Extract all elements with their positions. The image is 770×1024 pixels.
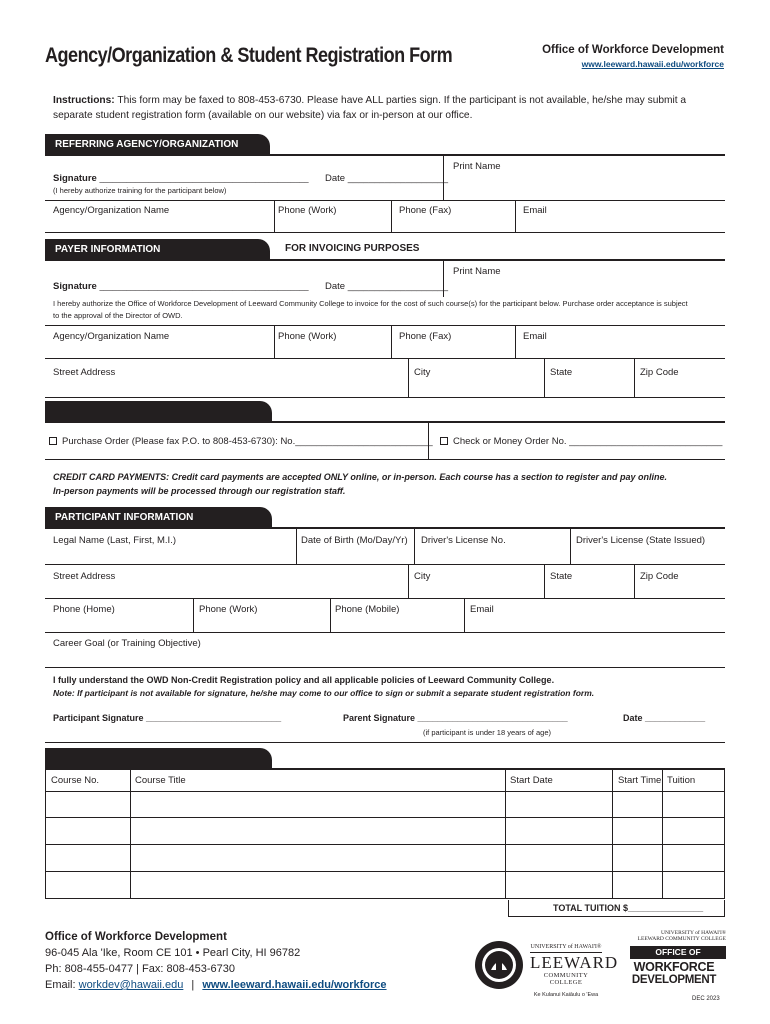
state-field[interactable]: State — [550, 571, 573, 582]
col-course-title: Course Title — [135, 775, 186, 786]
zip-field[interactable]: Zip Code — [640, 367, 679, 378]
street-field[interactable]: Street Address — [53, 571, 116, 582]
phone-fax-field[interactable]: Phone (Fax) — [399, 331, 452, 342]
col-course-no: Course No. — [51, 775, 100, 786]
under-18-note: (if participant is under 18 years of age) — [423, 728, 551, 737]
cc-wordmark: COMMUNITY COLLEGE — [543, 972, 589, 986]
street-field[interactable]: Street Address — [53, 367, 116, 378]
signature-field[interactable]: Signature _______________________________________________ — [53, 173, 309, 184]
phone-work-field[interactable]: Phone (Work) — [278, 331, 337, 342]
motto: Ke Kulanui Kaiāulu o 'Ewa — [533, 992, 599, 998]
print-name-field[interactable]: Print Name — [453, 161, 501, 172]
referring-section — [45, 155, 725, 233]
state-field[interactable]: State — [550, 367, 573, 378]
owd-logo — [622, 930, 726, 987]
instructions — [53, 93, 723, 123]
email-field[interactable]: Email — [523, 331, 547, 342]
workforce-wordmark: WORKFORCE — [633, 960, 715, 974]
instructions-label: Instructions: — [53, 95, 115, 106]
footer-email-line: Email: workdev@hawaii.edu | www.leeward.hawaii.edu/workforce — [45, 979, 387, 991]
check-money-order-option[interactable]: Check or Money Order No. _____________________________ — [440, 436, 722, 447]
date-field[interactable]: Date ___________________ — [325, 281, 449, 292]
footer-address: 96-045 Ala 'Ike, Room CE 101 • Pearl City, HI 96782 — [45, 947, 301, 959]
signature-field[interactable]: Signature _______________________________________________ — [53, 281, 309, 292]
phone-work-field[interactable]: Phone (Work) — [278, 205, 337, 216]
col-start-date: Start Date — [510, 775, 553, 786]
date-field[interactable]: Date ___________________ — [325, 173, 449, 184]
email-field[interactable]: Email — [523, 205, 547, 216]
org-name-field[interactable]: Agency/Organization Name — [53, 331, 170, 342]
authorize-note: (I hereby authorize training for the participant below) — [53, 186, 227, 195]
phone-work-field[interactable]: Phone (Work) — [199, 604, 258, 615]
website-link[interactable]: www.leeward.hawaii.edu/workforce — [202, 979, 387, 991]
tab-payment-method — [45, 401, 272, 422]
office-url-link[interactable]: www.leeward.hawaii.edu/workforce — [581, 59, 724, 69]
date-code: DEC 2023 — [692, 996, 720, 1002]
purchase-order-option[interactable]: Purchase Order (Please fax P.O. to 808-453-6730): No.__________________________ — [49, 436, 433, 447]
footer-phone: Ph: 808-455-0477 | Fax: 808-453-6730 — [45, 963, 235, 975]
tab-referring-agency: REFERRING AGENCY/ORGANIZATION — [45, 134, 270, 155]
print-name-field[interactable]: Print Name — [453, 266, 501, 277]
phone-home-field[interactable]: Phone (Home) — [53, 604, 115, 615]
leeward-logo — [530, 944, 619, 998]
col-tuition: Tuition — [667, 775, 696, 786]
instructions-text: This form may be faxed to 808-453-6730. Please have ALL parties sign. If the participant is not available, he/she may submit a separate student registration form (available on our website) via fax or in-person at our office. — [53, 95, 687, 121]
uh-seal-icon — [474, 940, 524, 990]
signature-note: Note: If participant is not available for signature, he/she may come to our office to sign or submit a separate student registration form. — [53, 688, 595, 698]
tab-course-information — [45, 748, 272, 769]
email-link[interactable]: workdev@hawaii.edu — [78, 979, 184, 991]
courses-table — [45, 769, 725, 900]
uh-small: UNIVERSITY of HAWAI'I® — [660, 930, 726, 936]
payer-section — [45, 260, 725, 398]
footer-office: Office of Workforce Development — [45, 931, 227, 943]
office-name: Office of Workforce Development — [542, 44, 724, 56]
phone-fax-field[interactable]: Phone (Fax) — [399, 205, 452, 216]
checkbox-icon[interactable] — [440, 437, 448, 445]
footer-contact — [45, 929, 387, 993]
parent-signature-field[interactable]: Parent Signature ______________________________ — [343, 713, 568, 723]
header-office — [542, 44, 724, 69]
policy-statement: I fully understand the OWD Non-Credit Registration policy and all applicable policies of Leeward Community College. — [53, 675, 555, 685]
invoicing-label: FOR INVOICING PURPOSES — [285, 243, 420, 254]
city-field[interactable]: City — [414, 367, 431, 378]
leeward-wordmark: LEEWARD — [530, 953, 619, 972]
email-field[interactable]: Email — [470, 604, 494, 615]
credit-card-note-2: In-person payments will be processed through our registration staff. — [53, 486, 346, 496]
participant-signature-field[interactable]: Participant Signature ___________________________ — [53, 713, 282, 723]
checkbox-icon[interactable] — [49, 437, 57, 445]
credit-card-note: CREDIT CARD PAYMENTS: Credit card payments are accepted ONLY online, or in-person. Each course has a section to register and pay online. — [53, 472, 667, 482]
form-title: Agency/Organization & Student Registration Form — [45, 44, 453, 67]
drivers-license-field[interactable]: Driver's License No. — [421, 535, 506, 546]
phone-mobile-field[interactable]: Phone (Mobile) — [335, 604, 400, 615]
org-name-field[interactable]: Agency/Organization Name — [53, 205, 170, 216]
zip-field[interactable]: Zip Code — [640, 571, 679, 582]
total-tuition-box — [508, 900, 725, 917]
career-goal-field[interactable]: Career Goal (or Training Objective) — [53, 638, 201, 649]
development-wordmark: DEVELOPMENT — [631, 974, 717, 986]
lcc-small: LEEWARD COMMUNITY COLLEGE — [637, 936, 726, 942]
tab-payer-information: PAYER INFORMATION — [45, 239, 270, 260]
col-start-time: Start Time — [618, 775, 662, 786]
office-of-banner: OFFICE OF — [630, 946, 726, 959]
dob-field[interactable]: Date of Birth (Mo/Day/Yr) — [301, 535, 408, 546]
participant-section — [45, 528, 725, 743]
date-field[interactable]: Date ____________ — [623, 713, 706, 723]
tab-participant-information: PARTICIPANT INFORMATION — [45, 507, 272, 528]
payment-section — [45, 422, 725, 460]
legal-name-field[interactable]: Legal Name (Last, First, M.I.) — [53, 535, 177, 546]
drivers-license-state-field[interactable]: Driver's License (State Issued) — [576, 535, 706, 546]
uh-wordmark: UNIVERSITY of HAWAI'I® — [530, 944, 602, 953]
authorize-note: I hereby authorize the Office of Workforce Development of Leeward Community College to invoice for the cost of such course(s) for the participant below. Purchase order acceptance is subject to the approval of the Director of OWD. — [53, 299, 688, 320]
total-tuition-field[interactable]: TOTAL TUITION $_______________ — [553, 903, 704, 913]
city-field[interactable]: City — [414, 571, 431, 582]
